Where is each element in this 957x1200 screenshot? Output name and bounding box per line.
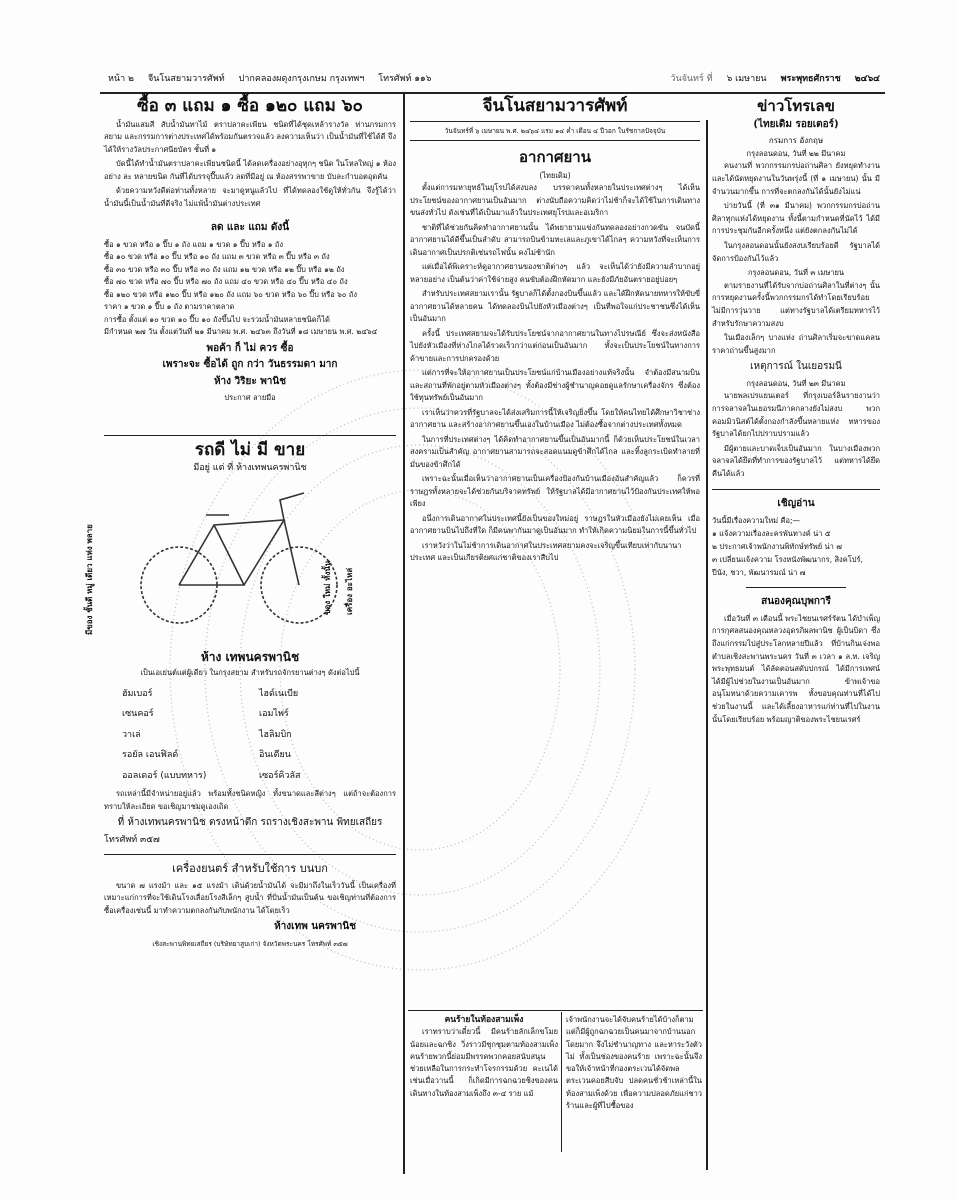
era-label: พระพุทธศักราช [780,74,841,84]
engine-ad-title: เครื่องยนตร์ สำหรับใช้การ บนบก [172,862,328,875]
brand-item: รอยัล เอนฟิลด์ [122,750,179,760]
bicycle-ad-subtitle: มีอยู่ แต่ ที่ ห้างเทพนครพานิช [193,463,307,473]
crime-news-column [410,1014,558,1102]
news-paragraph: บ่ายวันนี้ (ที่ ๓๑ มีนาคม) พวกกรรมกรบ่อถ่านศิลาทุกแห่งได้หยุดงาน ทั้งนี้ตามกำหนดที่นัดไว้ ได้มีการประชุมกันอีกครั้งหนึ่ง แต่ยังตกลงกันไม่ได้ [712,201,880,236]
ad-title: ซื้อ ๓ แถม ๑ ซื้อ ๑๒๐ แถม ๖๐ [137,96,363,116]
brand-item: เซนคอร์ [122,709,154,719]
divider [104,435,396,436]
divider [712,489,880,490]
brand-item: วาเล่ [122,729,141,740]
shop-address: เชิงสะพานพิทยเสถียร (บริษัทยาสูบเก่า) จังหวัดพระนคร โทรศัพท์ ๓๕๗ [152,939,348,948]
article-paragraph: ในการที่ประเทศต่างๆ ได้คิดทำอากาศยานขึ้นเป็นอันมากนี้ ก็ด้วยเห็นประโยชน์ในเวลาสงครามเป็นสำคัญ อากาศยานสามารถจะสอดแนมดูข้าศึกได้ไกล และทิ้งลูกระเบิดทำลายที่มั่นของข้าศึกได้ [410,434,700,469]
bicycle-illustration-area [85,475,396,645]
ad-paragraph: น้ำมันแสมสี สับน้ำมันทาไม้ ตราปลาคะเพียน ชนิดที่ได้ชุดเหล้ารางวัล ท่านกรมการสยาม และกรรมการต่างประเทศได้พร้อมกันตรวจแล้ว ลงความเห็นว่า เป็นน้ำมันที่ใช้ได้ดี จึงได้ให้รางวัลประกาศนียบัตร ชั้นที่ ๑ [104,119,396,154]
shop-phone: โทรศัพท์ ๓๕๗ [104,834,160,845]
offer-line: ซื้อ ๑ ขวด หรือ ๑ ปี๊บ ๑ ถัง แถม ๑ ขวด ๑ ปี๊บ หรือ ๑ ถัง [104,239,284,249]
offer-line: ราคา ๑ ขวด ๑ ปี๊บ ๑ ถัง ตามราคาตลาด [104,302,235,311]
article-paragraph: อนึ่งการเดินอากาศในประเทศนี้ยังเป็นของใหม่อยู่ ราษฎรในหัวเมืองยังไม่เคยเห็น เมื่ออากาศยานบินไปถึงที่ใด ก็มีคนพากันมาดูเป็นอันมาก ทำให้เกิดความนิยมในการนี้ขึ้นทั่วไป [410,513,700,535]
crime-news-body: เราทราบว่าเดี๋ยวนี้ มีคนร้ายลักเล็กขโมยน้อยและฉกชิง วิ่งราวมีชุกชุมตามท้องสามเพ็ง คนร้ายพวกนี้ย่อมมีพรรคพวกคอยสนับสนุนช่วยเหลือในการกระทำโจรกรรมด้วย คะเนได้เช่นเมื่อวานนี้ ก็เกิดมีการฉกฉวยชิงของคนเดินทางในท้องสามเพ็งถึง ๓-๔ ราย แม้ [410,1027,558,1098]
ad-subtitle: ลด และ แถม ดังนี้ [210,222,290,233]
header-rule [100,92,885,94]
ad-paragraph: ด้วยความหวังดีต่อท่านทั้งหลาย จะมาดูหนูแล้วไป ที่ได้ทดลองใช้ดูให้ทั่วกัน จึงรู้ได้ว่า น้ำมันนี้เป็นน้ำมันที่ดีจริง ไม่แพ้น้ำมันต่างประเทศ [104,186,396,208]
shop-address: ที่ ห้างเทพนครพานิช ตรงหน้าตึก รถรางเชิงสะพาน พิทยเสถียร [117,817,383,828]
crime-news-title: คนร้ายในท้องสามเพ็ง [444,1015,524,1025]
shop-name: ห้าง เทพนครพานิช [200,649,300,664]
offer-line: มีกำหนด ๒๗ วัน ตั้งแต่วันที่ ๒๑ มีนาคม พ.ศ. ๒๔๖๓ ถึงวันที่ ๑๘ เมษายน พ.ศ. ๒๔๖๔ [104,327,378,336]
offer-line: ซื้อ ๑๒๐ ขวด หรือ ๑๒๐ ปี๊บ หรือ ๑๒๐ ถัง แถม ๖๐ ขวด หรือ ๖๐ ปี๊บ หรือ ๖๐ ถัง [104,289,358,299]
section-title: เหตุการณ์ ในเยอรมนี [750,361,842,373]
brand-item: ออลเดอร์ (แบบทหาร) [122,770,207,781]
divider [746,587,847,588]
newspaper-title: จีนโนสยามวารศัพท์ [482,96,628,116]
news-paragraph: นายพลเปรแยนเตอร์ ที่กรุงเบอร์ลินรายงานว่า การจลาจลในเยอรมนีภาคกลางยังไม่สงบ พวกคอมมิวนิสต์ได้ตั้งกองกำลังขึ้นหลายแห่ง ทหารของรัฐบาลได้ยกไปปราบปรามแล้ว [712,391,880,439]
brand-item: ไฮลิมบิก [259,729,292,740]
article-paragraph: ตั้งแต่การมหายุทธ์ในยุโรปได้สงบลง บรรดาคนทั้งหลายในประเทศต่างๆ ได้เห็นประโยชน์ของอากาศยานเป็นอันมาก ต่างนับถือความคิดว่าไม่ช้าก็จะได้ใช้ในการเดินทางขนส่งทั่วไป ดังเช่นที่ได้เป็นมาแล้วในประเทศยุโรปและอเมริกา [410,183,700,217]
right-column [712,96,880,728]
invite-intro: วันนี้มีเรื่องความใหม่ คือ;— [712,516,801,526]
news-paragraph: ตามรายงานที่ได้รับจากบ่อถ่านศิลาในที่ต่างๆ นั้น การหยุดงานครั้งนี้พวกกรรมกรได้ทำโดยเรียบร้อย ไม่มีการวุ่นวาย แต่ทางรัฐบาลได้เตรียมทหารไว้สำหรับรักษาความสงบ [712,280,880,328]
brand-item: เซอร์คิวลัส [259,770,301,781]
column-divider [561,1012,562,1152]
telegram-news-title: ข่าวโทรเลข [757,97,835,115]
article-paragraph: ชาติที่ได้ช่วยกันคิดทำอากาศยานนั้น ได้พยายามแข่งกันทดลองอย่างกวดขัน จนบัดนี้อากาศยานได้ดีขึ้นเป็นลำดับ สามารถบินข้ามทะเลและภูเขาได้ไกลๆ ความหวังที่จะเห็นการเดินอากาศเป็นปรกติเช่นรถไฟนั้น คงไม่ช้านัก [410,222,700,257]
column-divider [706,120,708,1170]
article-paragraph: สำหรับประเทศสยามเรานั้น รัฐบาลก็ได้ตั้งกองบินขึ้นแล้ว และได้ฝึกหัดนายทหารให้ขับขี่อากาศยานได้หลายคน ได้ทดลองบินไปยังหัวเมืองต่างๆ เป็นที่พอใจแก่ประชาชนซึ่งได้เห็นเป็นอันมาก [410,289,700,323]
invite-title: เชิญอ่าน [777,497,815,509]
offer-line: ซื้อ ๓๐ ขวด หรือ ๓๐ ปี๊บ หรือ ๓๐ ถัง แถม ๑๒ ขวด หรือ ๑๒ ปี๊บ หรือ ๑๒ ถัง [104,264,345,274]
date-prefix: วันจันทร์ ที่ [670,74,713,84]
article-paragraph: เราหวังว่าในไม่ช้าการเดินอากาศในประเทศสยามคงจะเจริญขึ้นเทียบเท่ากับนานาประเทศ และเป็นเกียรติยศแก่ชาติของเราสืบไป [410,540,682,562]
dateline: กรุงลอนดอน, วันที่ ๒๓ มีนาคม [746,378,846,388]
dateline: กรุงลอนดอน, วันที่ ๒๒ มีนาคม [746,148,846,158]
side-caption: เครื่อง อะไหล่ [345,567,354,615]
article-paragraph: เพราะฉะนั้นเมื่อเห็นว่าอากาศยานเป็นเครื่องป้องกันบ้านเมืองอันสำคัญแล้ว ก็ควรที่ราษฎรทั้งหลายจะได้ช่วยกันบริจาคทรัพย์ ให้รัฐบาลได้มีอากาศยานไว้ป้องกันประเทศให้พอเพียง [410,474,700,508]
side-caption: ของ ใหม่ ทั้งนั้น [323,560,332,615]
middle-column [410,96,700,567]
article-subtitle: (ไทยเดิม) [539,170,571,180]
article-paragraph: แต่การที่จะให้อากาศยานเป็นประโยชน์แก่บ้านเมืองอย่างแท้จริงนั้น จำต้องมีสนามบินและสถานที่พักอยู่ตามหัวเมืองต่างๆ ทั้งต้องมีช่างผู้ชำนาญคอยดูแลรักษาเครื่องจักร ซึ่งต้องใช้ทุนทรัพย์เป็นอันมาก [410,368,700,402]
crime-news-continued [566,1014,702,1114]
year: ๒๔๖๔ [854,74,880,84]
brand-item: ฮัมเบอร์ [122,688,153,699]
ad-slogan: พอค้า ก็ ไม่ ควร ซื้อ [206,342,294,354]
obituary-body: เมื่อวันที่ ๓ เดือนนี้ พระไชยนเรศร์รัตน ได้บำเพ็ญการกุศลสนองคุณหลวงอุดรภิผลพานิช ผู้เป็นบิดา ซึ่งถึงแก่กรรมไปสู่ประโลกหลายปีแล้ว ที่บ้านกินเจ่งพอ ตำบลเชิงสะพานพระนคร วันที่ ๓ เวลา ๑ ล.ท. เจริญพระพุทธมนต์ ได้ลัดตอนสดับปกรณ์ ได้มีการเทศน์ ได้มีผู้ไปช่วยในงานเป็นอันมาก ข้าพเจ้าขออนุโมทนาด้วยความเคารพ ทั้งขอบคุณท่านที่ได้ไปช่วยในงานนี้ และได้เลี้ยงอาหารแก่ท่านที่ไปในงานนั้นโดยเรียบร้อย พร้อมญาติของพระไชยนเรศร์ [712,613,880,724]
news-paragraph: คนงานที่ พวกกรรมกรบ่อถ่านศิลา ยังหยุดทำงานและได้นัดหยุดงานในวันพรุ่งนี้ (ที่ ๑ เมษายน) นั้น มีจำนวนมากขึ้น การที่จะตกลงกันได้นั้นยังไม่แน่ [712,161,880,196]
page-header [108,66,880,90]
article-paragraph: ครั้งนี้ ประเทศสยามจะได้รับประโยชน์จากอากาศยานในทางไปรษณีย์ ซึ่งจะส่งหนังสือไปยังหัวเมืองที่ห่างไกลได้รวดเร็วกว่าแต่ก่อนเป็นอันมาก ทั้งจะเป็นประโยชน์ในทางการค้าขายและการปกครองด้วย [410,328,700,363]
brand-item: อินเดียน [259,750,291,760]
article-title: อากาศยาน [519,148,591,166]
news-paragraph: ในกรุงลอนดอนนั้นยังสงบเรียบร้อยดี รัฐบาลได้จัดการป้องกันไว้แล้ว [712,240,880,263]
article-paragraph: เราเห็นว่าควรที่รัฐบาลจะได้ส่งเสริมการนี้ให้เจริญยิ่งขึ้น โดยให้คนไทยได้ศึกษาวิชาช่างอากาศยาน และสร้างอากาศยานขึ้นเองในบ้านเมือง ไม่ต้องซื้อจากต่างประเทศทั้งหมด [410,407,700,429]
telegram-news-source: (ไทยเดิม รอยเตอร์) [753,118,839,130]
paper-name: จีนโนสยามวารศัพท์ [147,74,225,84]
dateline: กรุงลอนดอน, วันที่ ๓ เมษายน [747,268,845,278]
brand-item: เอมไพร์ [259,709,289,719]
page-number: หน้า ๒ [108,74,134,84]
engine-ad-body: ขนาด ๗ แรงม้า และ ๑๕ แรงม้า เดินด้วยน้ำมันได้ จะมีมาถึงในเร็ววันนี้ เป็นเครื่องที่เหมาะแก่การที่จะใช้เดินโรงเลื่อยโรงสีเล็กๆ สูบน้ำ ที่ปั่นน้ำมันเป็นต้น ขอเชิญท่านที่ต้องการซื้อเครื่องเช่นนี้ มาทำความตกลงกันกับพนักงาน ได้โดยเร็ว [104,880,396,915]
bicycle-ad-title: รถดี ไม่ มี ขาย [194,439,306,460]
left-column [85,96,396,950]
obituary-title: สนองคุณบุพการี [761,596,831,608]
issue-dateline: วันจันทร์ที่ ๖ เมษายน พ.ศ. ๒๔๖๔ แรม ๑๔ ค่ำ เดือน ๔ ปีวอก ในรัชกาลปัจจุบัน [410,121,700,142]
offer-line: ซื้อ ๗๐ ขวด หรือ ๗๐ ปี๊บ หรือ ๗๐ ถัง แถม ๔๐ ขวด หรือ ๔๐ ปี๊บ หรือ ๔๐ ถัง [104,277,348,286]
ad-signature: ประกาศ ลายมือ [224,393,276,402]
paper-phone: โทรศัพท์ ๑๑๖ [378,74,432,84]
bicycle-ad-note: รถเหล่านี้มีจำหน่ายอยู่แล้ว พร้อมทั้งชนิดหญิง ทั้งขนาดและสีต่างๆ แต่ถ้าจะต้องการทราบให้ละเอียด ขอเชิญมาชมดูเองเถิด [104,789,396,811]
brand-item: ไฮด์เนเบีย [259,688,299,699]
invite-item: ๒ ประกาศเจ้าพนักงานพิทักษ์ทรัพย์ น่า ๗ [712,542,842,552]
divider [104,854,396,855]
ad-slogan: เพราะจะ ซื้อได้ ถูก กว่า วันธรรมดา มาก [162,359,338,370]
brand-list [122,688,396,783]
divider [408,1010,703,1011]
bicycle-icon [134,485,344,635]
ad-paragraph: บัดนี้ได้ทำน้ำมันตราปลาคะเพียนชนิดนี้ ได้ลดเครื่องอย่างอุทุกๆ ชนิด ในโหลใหญ่ ๑ ห้อง อย่าง ละ หลายขนิด กันที่ได้บรรจุปี๊บแล้ว ลดที่มีอยู่ ณ ห้องสรรพาขาย บับละกำบอตอุดคัน [104,159,396,181]
shop-name: ห้าง วิริยะ พานิช [213,375,287,387]
invite-item: ๑ แจ้งความเรื่องละครพันทางค์ น่า ๕ [712,529,831,539]
shop-name: ห้างเทพ นครพานิช [274,921,356,932]
crime-news-body: เจ้าพนักงานจะได้จับคนร้ายได้บ้างก็ตาม แต่ก็มีผู้ถูกฉกฉวยเป็นคนมาจากบ้านนอกโดยมาก จึงไม่ชำนาญทาง และหาระวังตัวไม่ ทั้งเป็นช่องของคนร้าย เพราะฉะนั้นจึงขอให้เจ้าหน้าที่กองตระเวนได้จัดพลตระเวนคอยสืบจับ ปลดคนชั่วช้าเหล่านี้ในท้องสามเพ็งด้วย เพื่อความปลอดภัยแก่ชาวร้านและผู้ที่ไปซื้อของ [566,1015,702,1111]
bicycle-ad-description: เป็นเอเย่นต์แต่ผู้เดียว ในกรุงสยาม สำหรับรถจักรยานต่างๆ ดังต่อไปนี้ [140,668,360,677]
issue-date: ๖ เมษายน [726,74,767,84]
paper-address: ปากคลองผดุงกรุงเกษม กรุงเทพฯ [238,74,365,84]
side-caption: มีของ ชั้นดี หมู่ เดียว แห่ง พลาย [85,523,94,635]
telegram-news-dept: กรมการ อังกฤษ [768,136,824,146]
offer-line: ซื้อ ๑๐ ขวด หรือ ๑๐ ปี๊บ หรือ ๑๐ ถัง แถม ๓ ขวด หรือ ๓ ปี๊บ หรือ ๓ ถัง [104,252,330,261]
news-paragraph: ในเมืองเล็กๆ บางแห่ง ถ่านศิลาเริ่มจะขาดแคลน ราคาถ่านขึ้นสูงมาก [712,333,880,355]
column-divider [403,94,405,1174]
offer-line: การซื้อ ตั้งแต่ ๑๐ ขวด ๑๐ ปี๊บ ๑๐ ถังขึ้นไป จะรวมน้ำมันหลายชนิดก็ได้ [104,314,330,324]
news-paragraph: มีผู้ตายและบาดเจ็บเป็นอันมาก ในบางเมืองพวกจลาจลได้ยึดที่ทำการของรัฐบาลไว้ แต่ทหารได้ยึดคืนได้แล้ว [712,443,880,479]
article-paragraph: แต่เมื่อได้พิเคราะห์ดูอากาศยานของชาติต่างๆ แล้ว จะเห็นได้ว่ายังมีความลำบากอยู่หลายอย่าง เป็นต้นว่าค่าใช้จ่ายสูง คนขับต้องฝึกหัดมาก และยังมีภัยอันตรายอยู่บ่อยๆ [410,262,700,284]
invite-item: ๓ เปลี่ยนแจ้งความ โรงหนังพัฒนากร, สิงคโปร์, ปีนัง, ชวา, พัฒนารมณ์ น่า ๗ [712,555,863,578]
